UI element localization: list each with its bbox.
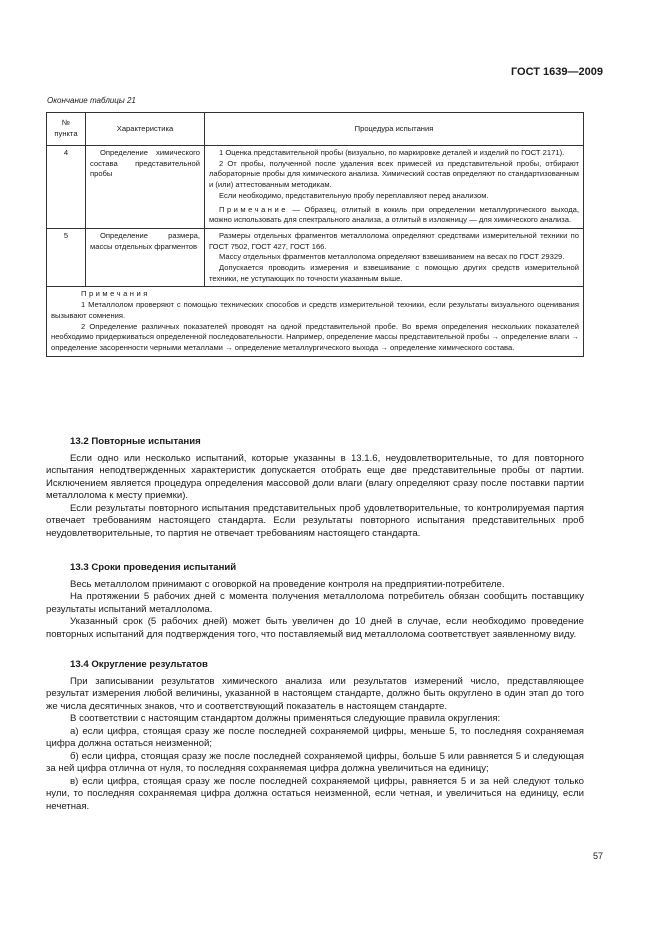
document-code: ГОСТ 1639—2009 xyxy=(510,66,603,78)
table-notes-row xyxy=(47,287,584,356)
row-number: 4 xyxy=(47,146,86,229)
section-heading: 13.4 Округление результатов xyxy=(70,659,208,670)
table-header-row xyxy=(47,113,584,146)
table-caption: Окончание таблицы 21 xyxy=(47,96,136,105)
note-item: 1 Металлолом проверяют с помощью технических способов и средств измерительной техники, если результаты визуального оценивания вызывают сомнения. xyxy=(51,300,579,320)
row-number: 5 xyxy=(47,228,86,287)
row-characteristic: Определение химического состава представительной пробы xyxy=(86,146,205,229)
row-characteristic: Определение размера, массы отдельных фрагментов xyxy=(86,228,205,287)
row-note: Примечание — Образец, отлитый в кокиль при определении металлургического выхода, можно использовать для спектрального анализа, а отлитый в изложницу — для химического анализа. xyxy=(209,204,579,225)
section-heading: 13.2 Повторные испытания xyxy=(70,436,201,447)
note-item: 2 Определение различных показателей проводят на одной представительной пробе. Во время определения нескольких показателей необходимо придерживаться определенной последовательности. Например, определение массы представительной пробы → определение влаги → определение засоренности черными металлами → определение металлургического выхода → определение химического состава. xyxy=(51,321,579,352)
section-13-3: 13.3 Сроки проведения испытаний Весь металлолом принимают с оговоркой на проведение контроля на предприятии-потребителе. На протяжении 5 рабочих дней с момента получения металлолома потребитель обязан сообщить поставщику результаты испытаний металлолома. Указанный срок (5 рабочих дней) может быть увеличен до 10 дней в случае, если необходимо проведение повторных испытаний для подтверждения того, что поставляемый вид металлолома соответствует заявленному виду. xyxy=(46,562,584,640)
notes-title: Примечания xyxy=(81,289,150,299)
table-row xyxy=(47,228,584,287)
row-procedure: Размеры отдельных фрагментов металлолома определяют средствами измерительной техники по ГОСТ 7502, ГОСТ 427, ГОСТ 166. Массу отдельных фрагментов металлолома определяют взвешиванием на весах по ГОСТ 29329. Допускается проводить измерения и взвешивание с помощью других средств измерительной техники, не уступающих по точности указанным выше. xyxy=(205,228,584,287)
table-notes xyxy=(47,287,584,356)
row-procedure: 1 Оценка представительной пробы (визуально, по маркировке деталей и изделий по ГОСТ 2171). 2 От пробы, полученной после удаления всех примесей из представительной пробы, отбирают лабораторные пробы для химического анализа. Химический состав определяют по стандартизованным и (или) аттестованным методикам. Если необходимо, представительную пробу переплавляют перед анализом. Примечание — Образец, отлитый в кокиль при определении металлургического выхода, можно использовать для спектрального анализа, а отлитый в изложницу — для химического анализа. xyxy=(205,146,584,229)
section-heading: 13.3 Сроки проведения испытаний xyxy=(70,562,237,573)
header-number: № пункта xyxy=(47,113,86,146)
page-number: 57 xyxy=(592,851,603,861)
section-13-2: 13.2 Повторные испытания Если одно или несколько испытаний, которые указанны в 13.1.6, неудовлетворительные, то для повторного испытания неподтвержденных характеристик допускается отобрать еще две представительные пробы от партии. Исключением является процедура определения массовой доли влаги (влагу определяют сразу после поставки партии металлолома к месту приемки). Если результаты повторного испытания представительных проб удовлетворительные, то контролируемая партия отвечает требованиям настоящего стандарта. Если результаты повторного испытания представительных проб неудовлетворительные, то партия не отвечает требованиям настоящего стандарта. xyxy=(46,436,584,539)
header-characteristic: Характеристика xyxy=(86,113,205,146)
table-row xyxy=(47,146,584,229)
header-procedure: Процедура испытания xyxy=(205,113,584,146)
section-13-4: 13.4 Округление результатов При записывании результатов химического анализа или результатов измерений число, представляющее результат измерения любой величины, указанной в настоящем стандарте, должно быть округлено в один этап до того же числа десятичных знаков, что и соответствующий показатель в настоящем стандарте. В соответствии с настоящим стандартом должны применяться следующие правила округления: а) если цифра, стоящая сразу же после последней сохраняемой цифры, меньше 5, то последняя сохраняемая цифра должна остаться неизменной; б) если цифра, стоящая сразу же после последней сохраняемой цифры, больше 5 или равняется 5 и следующая за ней цифра отлична от нуля, то последняя сохраняемая цифра должна увеличиться на единицу; в) если цифра, стоящая сразу же после последней сохраняемой цифры, равняется 5 и за ней следуют только нули, то последняя сохраняемая цифра должна остаться неизменной, если четная, и увеличиться на единицу, если нечетная. xyxy=(46,659,584,812)
test-procedures-table xyxy=(46,112,584,357)
